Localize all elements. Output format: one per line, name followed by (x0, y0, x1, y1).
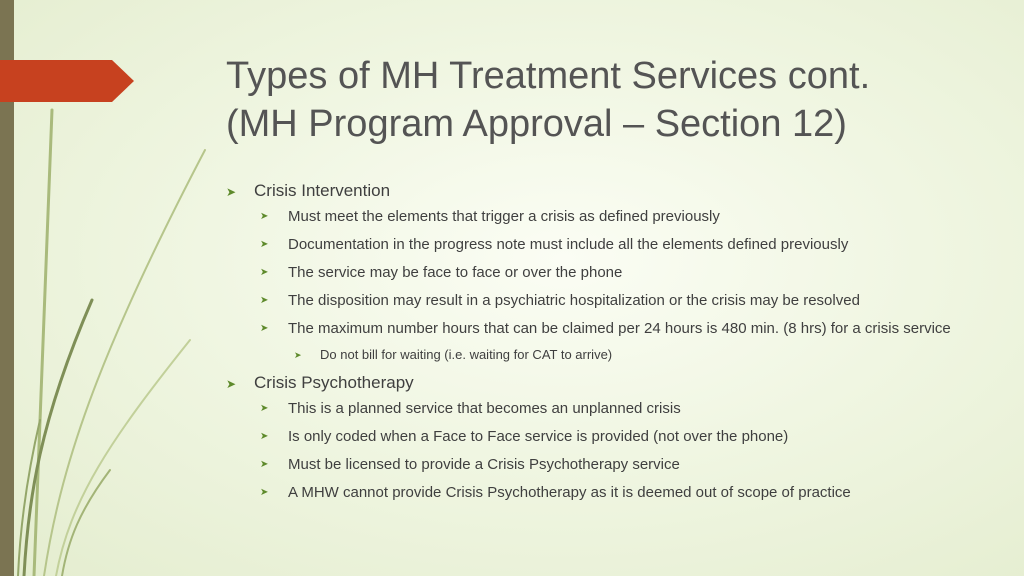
list-item (260, 320, 966, 338)
list-item (260, 428, 966, 446)
list-item-text: The service may be face to face or over the phone (288, 264, 623, 281)
arrow-bullet-icon: ➤ (260, 295, 269, 306)
slide-title (226, 52, 986, 148)
list-item (260, 484, 966, 502)
sub-list-item-text: Do not bill for waiting (i.e. waiting for CAT to arrive) (320, 347, 613, 362)
slide-content (226, 178, 966, 502)
section-heading-text: Crisis Psychotherapy (254, 373, 414, 392)
list-item-text: This is a planned service that becomes an unplanned crisis (288, 400, 681, 417)
list-item (260, 456, 966, 474)
arrow-bullet-icon: ➤ (294, 350, 302, 360)
list-item-text: Documentation in the progress note must include all the elements defined previously (288, 236, 849, 253)
list-item-text: A MHW cannot provide Crisis Psychotherapy as it is deemed out of scope of practice (288, 484, 851, 501)
slide-title-line-1: Types of MH Treatment Services cont. (226, 55, 871, 97)
section-heading-crisis-intervention (226, 178, 966, 204)
list-item-text: The disposition may result in a psychiatric hospitalization or the crisis may be resolved (288, 292, 860, 309)
arrow-bullet-icon: ➤ (260, 267, 269, 278)
section-heading-text: Crisis Intervention (254, 181, 391, 200)
arrow-bullet-icon: ➤ (226, 377, 237, 391)
arrow-bullet-icon: ➤ (260, 211, 269, 222)
arrow-bullet-icon: ➤ (260, 487, 269, 498)
title-accent-tab (0, 60, 134, 102)
list-item (260, 208, 966, 226)
list-item (260, 264, 966, 282)
list-item-text: Is only coded when a Face to Face service is provided (not over the phone) (288, 428, 789, 445)
list-item (260, 292, 966, 310)
arrow-bullet-icon: ➤ (226, 185, 237, 199)
list-item (260, 400, 966, 418)
arrow-bullet-icon: ➤ (260, 403, 269, 414)
list-item (260, 236, 966, 254)
list-item-text: The maximum number hours that can be claimed per 24 hours is 480 min. (8 hrs) for a crisis service (288, 320, 951, 337)
arrow-bullet-icon: ➤ (260, 459, 269, 470)
arrow-bullet-icon: ➤ (260, 323, 269, 334)
arrow-bullet-icon: ➤ (260, 431, 269, 442)
section-heading-crisis-psychotherapy (226, 370, 966, 396)
sub-list-item (294, 346, 966, 364)
arrow-bullet-icon: ➤ (260, 239, 269, 250)
list-item-text: Must be licensed to provide a Crisis Psychotherapy service (288, 456, 680, 473)
list-item-text: Must meet the elements that trigger a crisis as defined previously (288, 208, 720, 225)
slide-title-line-2: (MH Program Approval – Section 12) (226, 103, 847, 145)
